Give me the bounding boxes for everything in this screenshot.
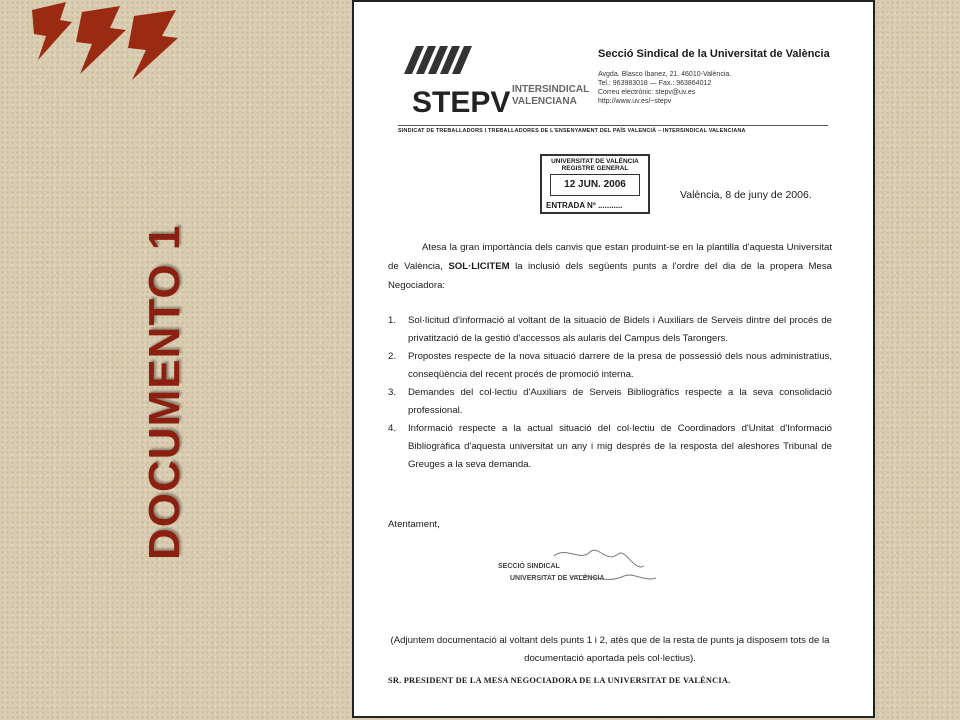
item-number: 4. [388, 423, 397, 434]
intro-text-end: la inclusió dels següents punts a l'ordre del dia de la propera Mesa Negociadora: [388, 261, 832, 291]
bolt-shape [32, 2, 72, 60]
addressee-line: SR. PRESIDENT DE LA MESA NEGOCIADORA DE LA UNIVERSITAT DE VALÈNCIA. [388, 676, 731, 685]
stepv-logo [402, 40, 602, 120]
attachment-note: (Adjuntem documentació al voltant dels punts 1 i 2, atès que de la resta de punts ja disposem tots de la documentació aportada pels col·lectius). [390, 635, 830, 664]
letter-date: València, 8 de juny de 2006. [680, 189, 812, 201]
logo-acronym: STEPV [412, 86, 511, 119]
seal-line2: UNIVERSITAT DE VALÈNCIA [510, 575, 605, 582]
contact-web: http://www.uv.es/~stepv [598, 98, 672, 105]
signature-seal [494, 542, 664, 592]
bolt-shape [128, 10, 178, 80]
stamp-institution: UNIVERSITAT DE VALÈNCIA [551, 158, 639, 165]
union-description: SINDICAT DE TREBALLADORS I TREBALLADORES DE L'ENSENYAMENT DEL PAÍS VALENCIÀ – INTERSINDICAL VALENCIANA [398, 125, 828, 134]
scanned-letter [352, 0, 875, 718]
intro-text-start: Atesa la gran importància dels canvis que estan produint-se en la plantilla d'aquesta Universitat de València, [388, 242, 832, 272]
logo-line2: VALENCIANA [512, 96, 577, 107]
item-number: 3. [388, 387, 397, 398]
item-number: 1. [388, 315, 397, 326]
contact-phone: Tel.: 963983018 — Fax.: 963864012 [598, 80, 712, 87]
seal-line1: SECCIÓ SINDICAL [498, 563, 560, 570]
slide-title: DOCUMENTO 1 [140, 224, 189, 560]
stamp-date: 12 JUN. 2006 [564, 179, 626, 190]
organization-name: Secció Sindical de la Universitat de València [598, 48, 830, 60]
stamp-registry: REGISTRE GENERAL [561, 165, 629, 172]
item-text: Demandes del col·lectiu d'Auxiliars de Serveis Bibliogràfics respecte a la seva consolidació professional. [408, 387, 832, 416]
item-number: 2. [388, 351, 397, 362]
item-text: Informació respecte a la actual situació del col·lectiu de Coordinadors d'Unitat d'Informació Bibliogràfica d'aquesta universitat un any i mig després de la resposta del aleshores Tribunal de Greuges a la seva demanda. [408, 423, 832, 470]
item-text: Sol·licitud d'informació al voltant de la situació de Bidels i Auxiliars de Serveis dintre del procés de privatització de la gestió d'accessos als aularis del Campus dels Tarongers. [408, 315, 832, 344]
list-item [388, 312, 832, 348]
contact-address: Avgda. Blasco Ibanez, 21. 46010-València. [598, 71, 732, 78]
intro-paragraph [388, 238, 832, 295]
agenda-list [388, 312, 832, 474]
intro-bold-request: SOL·LICITEM [448, 261, 510, 272]
contact-block [598, 70, 731, 106]
closing-salutation: Atentament, [388, 519, 440, 530]
stamp-date-box [550, 174, 640, 196]
bolt-shape [76, 6, 126, 74]
list-item [388, 420, 832, 474]
logo-stripes [404, 46, 472, 74]
list-item [388, 384, 832, 420]
registry-stamp [540, 154, 650, 214]
lightning-bolts-decoration [10, 2, 180, 82]
stamp-entry: ENTRADA Nº ........... [546, 201, 623, 210]
logo-line1: INTERSINDICAL [512, 84, 590, 95]
contact-email: Correu electrònic: stepv@uv.es [598, 89, 696, 96]
item-text: Propostes respecte de la nova situació darrere de la presa de possessió dels nous administratius, conseqüència del recent procés de promoció interna. [408, 351, 832, 380]
list-item [388, 348, 832, 384]
